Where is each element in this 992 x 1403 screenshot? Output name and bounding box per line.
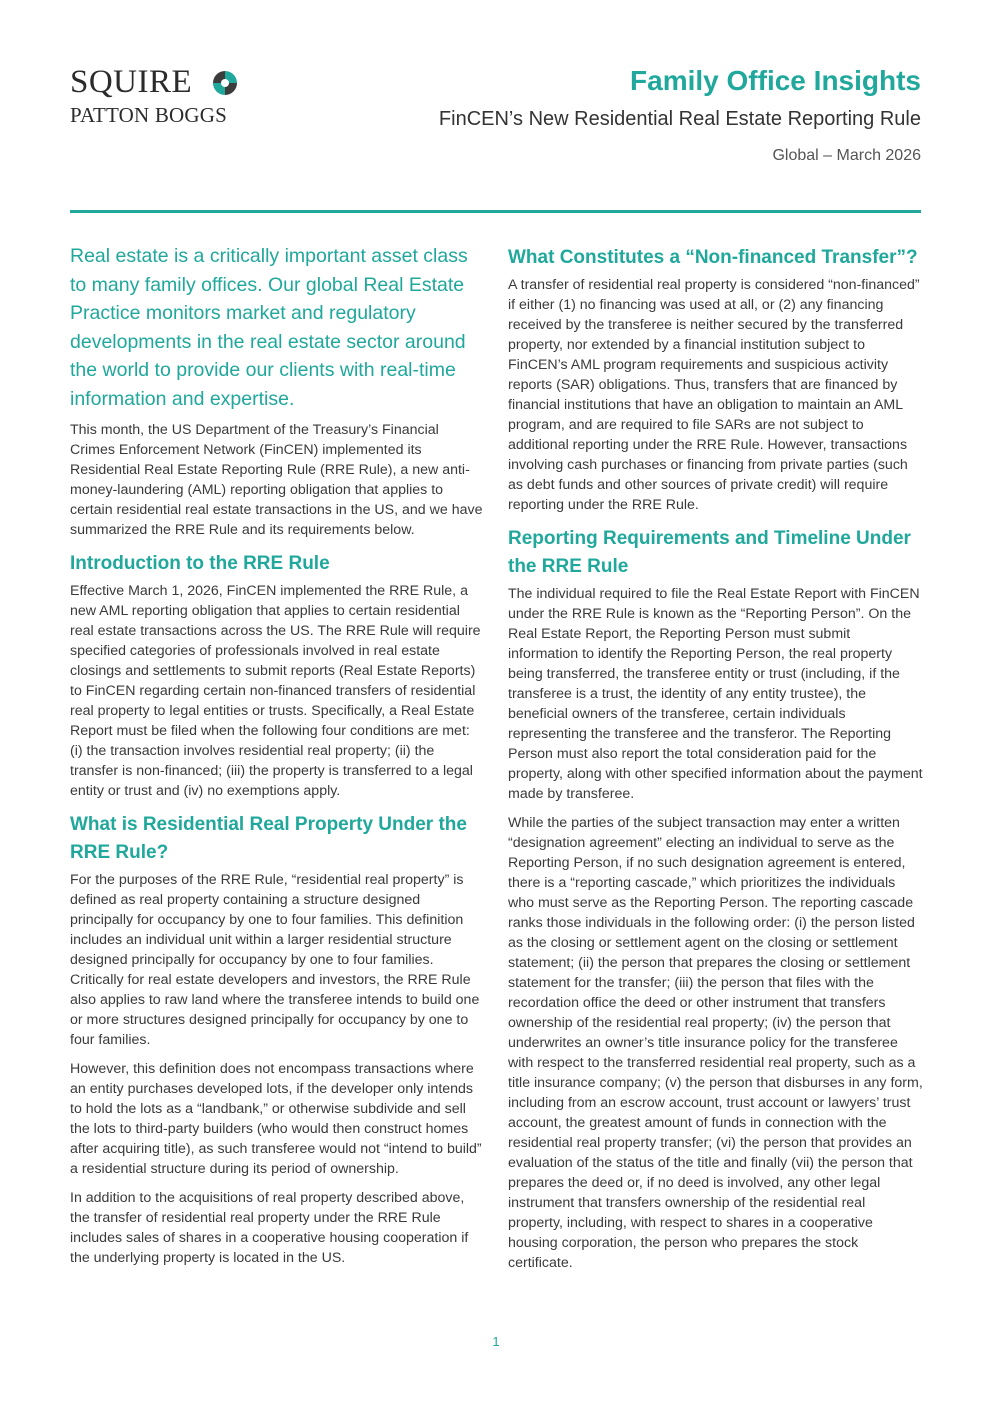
right-column xyxy=(508,242,923,1282)
non-financed-paragraph: A transfer of residential real property is considered “non-financed” if either (1) no financing was used at all, or (2) any financing received by the transferee is neither secured by the transferred property, nor extended by a financial institution subject to FinCEN’s AML program requirements and suspicious activity reports (SAR) obligations. Thus, transfers that are financed by financial institutions that have an obligation to maintain an AML program, and are required to file SARs are not subject to additional reporting under the RRE Rule. However, transactions involving cash purchases or financing from private parties (such as debt funds and other sources of private credit) will require reporting under the RRE Rule. xyxy=(508,276,920,513)
reporting-paragraph-2: While the parties of the subject transaction may enter a written “designation agreement” electing an individual to serve as the Reporting Person, if no such designation agreement is entered, there is a “reporting cascade,” which prioritizes the individuals who must serve as the Reporting Person. The reporting cascade ranks those individuals in the following order: (i) the person listed as the closing or settlement agent on the closing or settlement statement; (ii) the person that prepares the closing or settlement statement for the transfer; (iii) the person that files with the recordation office the deed or other instrument that transfers ownership of the residential real property; (iv) the person that underwrites an owner’s title insurance policy for the transferee with respect to the transferred residential real property, such as a title insurance company; (v) the person that disburses in any form, including from an escrow account, trust account or lawyers’ trust account, the greatest amount of funds in connection with the residential real property transfer; (vi) the person that provides an evaluation of the status of the title and finally (vii) the person that prepares the deed or, if no deed is involved, any other legal instrument that transfers ownership of the residential real property, including, with respect to shares in a cooperative housing corporation, the person who prepares the stock certificate. xyxy=(508,814,923,1271)
section-heading-residential-property: What is Residential Real Property Under the RRE Rule? xyxy=(70,813,467,863)
residential-property-paragraph-2: However, this definition does not encompass transactions where an entity purchases developed lots, if the developer only intends to hold the lots as a “landbank,” or otherwise subdivide and sell the lots to third-party builders (who would then construct homes after acquiring title), as such transferee would not “intend to build” a residential structure during its period of ownership. xyxy=(70,1060,482,1177)
introduction-paragraph: Effective March 1, 2026, FinCEN implemented the RRE Rule, a new AML reporting obligation that applies to certain residential real estate transactions across the US. The RRE Rule will require specified categories of professionals involved in real estate closings and settlements to submit reports (Real Estate Reports) to FinCEN regarding certain non-financed transfers of residential real property to legal entities or trusts. Specifically, a Real Estate Report must be filed when the following four conditions are met: (i) the transaction involves residential real property; (ii) the transfer is non-financed; (iii) the property is transferred to a legal entity or trust and (iv) no exemptions apply. xyxy=(70,582,481,799)
residential-property-paragraph-3: In addition to the acquisitions of real property described above, the transfer of residential real property under the RRE Rule includes sales of shares in a cooperative housing cooperation if the underlying property is located in the US. xyxy=(70,1189,469,1266)
section-heading-introduction: Introduction to the RRE Rule xyxy=(70,553,330,574)
page-number: 1 xyxy=(492,1334,500,1349)
reporting-paragraph-1: The individual required to file the Real Estate Report with FinCEN under the RRE Rule is known as the “Reporting Person”. On the Real Estate Report, the Reporting Person must submit information to identify the Reporting Person, the real property being transferred, the transferee entity or trust (including, if the transferee is a trust, the identity of any entity trustee), the beneficial owners of the transferee, certain individuals representing the transferee and the transferor. The Reporting Person must also report the total consideration paid for the property, along with other specified information about the payment made by transferee. xyxy=(508,585,923,802)
document-title: Family Office Insights xyxy=(630,65,921,96)
logo-line-2: PATTON BOGGS xyxy=(70,103,228,127)
logo-mark-icon xyxy=(212,70,238,96)
left-column xyxy=(70,242,485,1277)
document-subtitle: FinCEN’s New Residential Real Estate Reporting Rule xyxy=(438,108,921,130)
company-logo xyxy=(70,66,245,128)
document-date: Global – March 2026 xyxy=(772,147,921,164)
header-divider xyxy=(70,210,921,213)
lead-paragraph: Real estate is a critically important asset class to many family offices. Our global Real Estate Practice monitors market and regulatory developments in the real estate sector around the world to provide our clients with real-time information and expertise. xyxy=(70,245,468,410)
section-heading-reporting: Reporting Requirements and Timeline Under the RRE Rule xyxy=(508,527,911,577)
section-heading-non-financed: What Constitutes a “Non-financed Transfer”? xyxy=(508,247,918,268)
intro-paragraph: This month, the US Department of the Treasury’s Financial Crimes Enforcement Network (FinCEN) implemented its Residential Real Estate Reporting Rule (RRE Rule), a new anti-money-laundering (AML) reporting obligation that applies to certain residential real estate transactions in the US, and we have summarized the RRE Rule and its requirements below. xyxy=(70,422,483,538)
residential-property-paragraph-1: For the purposes of the RRE Rule, “residential real property” is defined as real property containing a structure designed principally for occupancy by one to four families. This definition includes an individual unit within a larger residential structure designed principally for occupancy by one to four families. Critically for real estate developers and investors, the RRE Rule also applies to raw land where the transferee intends to build one or more structures designed principally for occupancy by one to four families. xyxy=(70,871,480,1048)
logo-line-1: SQUIRE xyxy=(70,64,193,100)
